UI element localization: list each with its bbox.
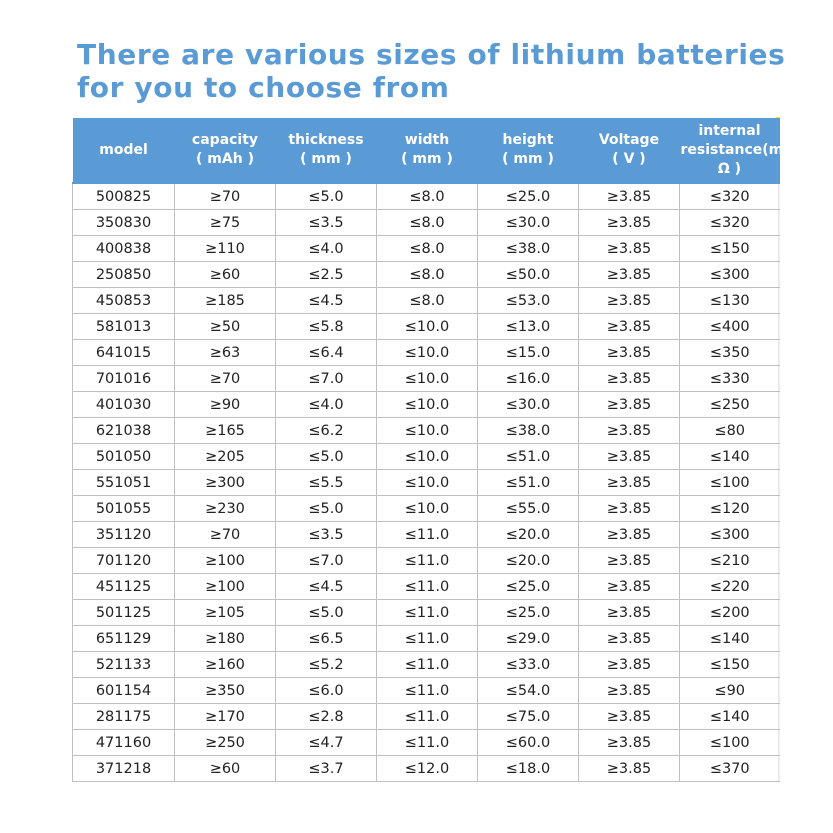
cell-internal-resistance: ≤370 — [680, 756, 780, 782]
table-row — [73, 548, 780, 574]
cell-width: ≤10.0 — [377, 314, 478, 340]
cell-width: ≤12.0 — [377, 756, 478, 782]
cell-height: ≤18.0 — [478, 756, 579, 782]
cell-height: ≤30.0 — [478, 210, 579, 236]
cell-model: 601154 — [73, 678, 175, 704]
cell-capacity: ≥230 — [175, 496, 276, 522]
cell-thickness: ≤4.0 — [276, 392, 377, 418]
cell-model: 651129 — [73, 626, 175, 652]
cell-model: 451125 — [73, 574, 175, 600]
cell-model: 401030 — [73, 392, 175, 418]
cell-height: ≤25.0 — [478, 600, 579, 626]
cell-voltage: ≥3.85 — [579, 183, 680, 210]
cell-internal-resistance: ≤130 — [680, 288, 780, 314]
table-row — [73, 626, 780, 652]
cell-thickness: ≤6.5 — [276, 626, 377, 652]
cell-internal-resistance: ≤350 — [680, 340, 780, 366]
cell-model: 500825 — [73, 183, 175, 210]
cell-thickness: ≤5.0 — [276, 600, 377, 626]
table-row — [73, 678, 780, 704]
header-row — [73, 118, 780, 183]
cell-thickness: ≤5.5 — [276, 470, 377, 496]
cell-height: ≤50.0 — [478, 262, 579, 288]
cell-width: ≤8.0 — [377, 210, 478, 236]
cell-thickness: ≤7.0 — [276, 366, 377, 392]
cell-internal-resistance: ≤150 — [680, 236, 780, 262]
cell-voltage: ≥3.85 — [579, 522, 680, 548]
cell-voltage: ≥3.85 — [579, 418, 680, 444]
page-title-line-1: There are various sizes of lithium batteries — [77, 38, 786, 71]
table-row — [73, 210, 780, 236]
table-header — [73, 118, 784, 183]
table-row — [73, 183, 780, 210]
cell-thickness: ≤4.7 — [276, 730, 377, 756]
cell-model: 701016 — [73, 366, 175, 392]
cell-width: ≤8.0 — [377, 288, 478, 314]
cell-thickness: ≤3.7 — [276, 756, 377, 782]
cell-voltage: ≥3.85 — [579, 756, 680, 782]
cell-width: ≤8.0 — [377, 262, 478, 288]
cell-height: ≤13.0 — [478, 314, 579, 340]
cell-capacity: ≥250 — [175, 730, 276, 756]
cell-internal-resistance: ≤210 — [680, 548, 780, 574]
cell-capacity: ≥60 — [175, 262, 276, 288]
table-row — [73, 496, 780, 522]
cell-width: ≤11.0 — [377, 574, 478, 600]
cell-model: 501050 — [73, 444, 175, 470]
cell-internal-resistance: ≤90 — [680, 678, 780, 704]
table-row — [73, 574, 780, 600]
cell-capacity: ≥70 — [175, 183, 276, 210]
table-row — [73, 444, 780, 470]
cell-height: ≤20.0 — [478, 548, 579, 574]
cell-voltage: ≥3.85 — [579, 600, 680, 626]
cell-voltage: ≥3.85 — [579, 626, 680, 652]
cell-width: ≤11.0 — [377, 704, 478, 730]
cell-thickness: ≤5.2 — [276, 652, 377, 678]
cell-internal-resistance: ≤300 — [680, 522, 780, 548]
cell-voltage: ≥3.85 — [579, 730, 680, 756]
cell-internal-resistance: ≤220 — [680, 574, 780, 600]
cell-capacity: ≥75 — [175, 210, 276, 236]
cell-thickness: ≤5.0 — [276, 496, 377, 522]
cell-model: 501125 — [73, 600, 175, 626]
cell-height: ≤15.0 — [478, 340, 579, 366]
cell-width: ≤10.0 — [377, 418, 478, 444]
cell-thickness: ≤6.4 — [276, 340, 377, 366]
cell-model: 521133 — [73, 652, 175, 678]
table-row — [73, 236, 780, 262]
cell-internal-resistance: ≤140 — [680, 626, 780, 652]
cell-height: ≤29.0 — [478, 626, 579, 652]
cell-voltage: ≥3.85 — [579, 548, 680, 574]
cell-model: 701120 — [73, 548, 175, 574]
cell-voltage: ≥3.85 — [579, 262, 680, 288]
cell-height: ≤38.0 — [478, 236, 579, 262]
cell-voltage: ≥3.85 — [579, 236, 680, 262]
cell-height: ≤38.0 — [478, 418, 579, 444]
cell-capacity: ≥180 — [175, 626, 276, 652]
cell-model: 351120 — [73, 522, 175, 548]
cell-internal-resistance: ≤80 — [680, 418, 780, 444]
cell-model: 471160 — [73, 730, 175, 756]
cell-height: ≤55.0 — [478, 496, 579, 522]
cell-height: ≤75.0 — [478, 704, 579, 730]
cell-model: 371218 — [73, 756, 175, 782]
cell-internal-resistance: ≤320 — [680, 210, 780, 236]
cell-height: ≤30.0 — [478, 392, 579, 418]
cell-model: 621038 — [73, 418, 175, 444]
table-row — [73, 756, 780, 782]
cell-height: ≤51.0 — [478, 444, 579, 470]
table-row — [73, 418, 780, 444]
cell-thickness: ≤4.5 — [276, 288, 377, 314]
table-body — [73, 183, 780, 782]
cell-capacity: ≥165 — [175, 418, 276, 444]
cell-height: ≤54.0 — [478, 678, 579, 704]
table-row — [73, 314, 780, 340]
table-row — [73, 730, 780, 756]
cell-width: ≤10.0 — [377, 470, 478, 496]
cell-voltage: ≥3.85 — [579, 314, 680, 340]
cell-thickness: ≤5.0 — [276, 444, 377, 470]
cell-internal-resistance: ≤300 — [680, 262, 780, 288]
page-title — [77, 38, 817, 104]
table-row — [73, 600, 780, 626]
cell-capacity: ≥100 — [175, 548, 276, 574]
column-header-width: width ( mm ) — [377, 118, 478, 183]
cell-width: ≤11.0 — [377, 600, 478, 626]
table-row — [73, 262, 780, 288]
cell-voltage: ≥3.85 — [579, 470, 680, 496]
column-header-voltage: Voltage ( V ) — [579, 118, 680, 183]
cell-width: ≤11.0 — [377, 548, 478, 574]
cell-height: ≤25.0 — [478, 183, 579, 210]
cell-capacity: ≥185 — [175, 288, 276, 314]
cell-thickness: ≤7.0 — [276, 548, 377, 574]
cell-capacity: ≥70 — [175, 366, 276, 392]
cell-capacity: ≥350 — [175, 678, 276, 704]
cell-thickness: ≤4.0 — [276, 236, 377, 262]
cell-voltage: ≥3.85 — [579, 444, 680, 470]
cell-model: 641015 — [73, 340, 175, 366]
cell-voltage: ≥3.85 — [579, 340, 680, 366]
cell-capacity: ≥160 — [175, 652, 276, 678]
cell-voltage: ≥3.85 — [579, 704, 680, 730]
cell-internal-resistance: ≤140 — [680, 704, 780, 730]
cell-thickness: ≤4.5 — [276, 574, 377, 600]
table-row — [73, 652, 780, 678]
cell-capacity: ≥205 — [175, 444, 276, 470]
cell-thickness: ≤5.0 — [276, 183, 377, 210]
cell-height: ≤25.0 — [478, 574, 579, 600]
cell-capacity: ≥105 — [175, 600, 276, 626]
cell-capacity: ≥50 — [175, 314, 276, 340]
cell-model: 250850 — [73, 262, 175, 288]
cell-voltage: ≥3.85 — [579, 210, 680, 236]
cell-model: 581013 — [73, 314, 175, 340]
cell-internal-resistance: ≤400 — [680, 314, 780, 340]
cell-voltage: ≥3.85 — [579, 392, 680, 418]
cell-width: ≤11.0 — [377, 678, 478, 704]
cell-width: ≤10.0 — [377, 496, 478, 522]
cell-model: 501055 — [73, 496, 175, 522]
cell-internal-resistance: ≤100 — [680, 470, 780, 496]
cell-width: ≤11.0 — [377, 730, 478, 756]
cell-model: 551051 — [73, 470, 175, 496]
cell-height: ≤60.0 — [478, 730, 579, 756]
cell-voltage: ≥3.85 — [579, 366, 680, 392]
column-header-thickness: thickness ( mm ) — [276, 118, 377, 183]
cell-width: ≤10.0 — [377, 444, 478, 470]
page-title-line-2: for you to choose from — [77, 71, 450, 104]
cell-capacity: ≥100 — [175, 574, 276, 600]
table-row — [73, 288, 780, 314]
table-row — [73, 704, 780, 730]
cell-capacity: ≥70 — [175, 522, 276, 548]
table-row — [73, 392, 780, 418]
column-header-height: height ( mm ) — [478, 118, 579, 183]
cell-capacity: ≥63 — [175, 340, 276, 366]
cell-model: 450853 — [73, 288, 175, 314]
cell-width: ≤11.0 — [377, 652, 478, 678]
column-header-capacity: capacity ( mAh ) — [175, 118, 276, 183]
cell-internal-resistance: ≤330 — [680, 366, 780, 392]
cell-capacity: ≥90 — [175, 392, 276, 418]
cell-height: ≤16.0 — [478, 366, 579, 392]
table-row — [73, 522, 780, 548]
cell-voltage: ≥3.85 — [579, 652, 680, 678]
table-row — [73, 470, 780, 496]
cell-width: ≤10.0 — [377, 392, 478, 418]
cell-width: ≤11.0 — [377, 522, 478, 548]
cell-width: ≤11.0 — [377, 626, 478, 652]
cell-height: ≤33.0 — [478, 652, 579, 678]
cell-width: ≤8.0 — [377, 236, 478, 262]
cell-width: ≤10.0 — [377, 366, 478, 392]
cell-internal-resistance: ≤100 — [680, 730, 780, 756]
cell-thickness: ≤6.0 — [276, 678, 377, 704]
cell-voltage: ≥3.85 — [579, 678, 680, 704]
cell-internal-resistance: ≤140 — [680, 444, 780, 470]
cell-height: ≤20.0 — [478, 522, 579, 548]
cell-internal-resistance: ≤150 — [680, 652, 780, 678]
cell-voltage: ≥3.85 — [579, 496, 680, 522]
cell-model: 400838 — [73, 236, 175, 262]
cell-internal-resistance: ≤320 — [680, 183, 780, 210]
battery-size-table — [72, 118, 784, 782]
cell-thickness: ≤3.5 — [276, 522, 377, 548]
cell-thickness: ≤2.5 — [276, 262, 377, 288]
cell-internal-resistance: ≤120 — [680, 496, 780, 522]
cell-thickness: ≤5.8 — [276, 314, 377, 340]
cell-height: ≤53.0 — [478, 288, 579, 314]
cell-voltage: ≥3.85 — [579, 574, 680, 600]
cell-voltage: ≥3.85 — [579, 288, 680, 314]
cell-width: ≤10.0 — [377, 340, 478, 366]
table-row — [73, 366, 780, 392]
cell-capacity: ≥300 — [175, 470, 276, 496]
cell-height: ≤51.0 — [478, 470, 579, 496]
column-header-internal-resistance: internal resistance(m Ω ) — [680, 118, 780, 183]
cell-model: 350830 — [73, 210, 175, 236]
cell-thickness: ≤2.8 — [276, 704, 377, 730]
cell-thickness: ≤3.5 — [276, 210, 377, 236]
cell-width: ≤8.0 — [377, 183, 478, 210]
cell-capacity: ≥60 — [175, 756, 276, 782]
cell-internal-resistance: ≤250 — [680, 392, 780, 418]
column-header-model: model — [73, 118, 175, 183]
cell-internal-resistance: ≤200 — [680, 600, 780, 626]
table-row — [73, 340, 780, 366]
cell-capacity: ≥110 — [175, 236, 276, 262]
cell-thickness: ≤6.2 — [276, 418, 377, 444]
cell-capacity: ≥170 — [175, 704, 276, 730]
cell-model: 281175 — [73, 704, 175, 730]
